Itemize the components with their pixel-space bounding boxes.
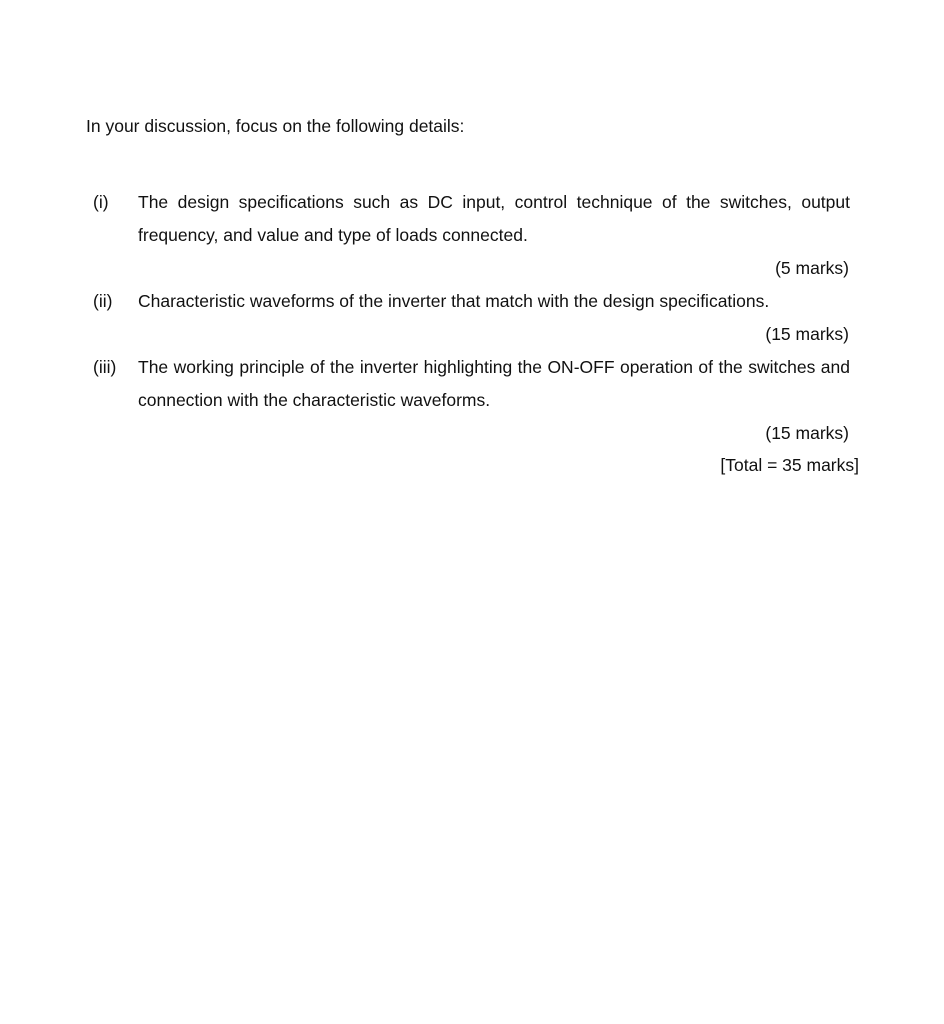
question-text: The working principle of the inverter highlighting the ON-OFF operation of the switches and connection with the characteristic waveforms. bbox=[138, 357, 850, 410]
intro-text: In your discussion, focus on the following details: bbox=[86, 116, 465, 136]
question-number: (iii) bbox=[93, 357, 117, 377]
question-text: The design specifications such as DC input, control technique of the switches, output frequency, and value and type of loads connected. bbox=[138, 192, 850, 245]
question-marks: (15 marks) bbox=[765, 324, 849, 344]
question-marks: (15 marks) bbox=[765, 423, 849, 443]
question-marks: (5 marks) bbox=[775, 258, 849, 278]
question-number: (i) bbox=[93, 192, 109, 212]
question-text: Characteristic waveforms of the inverter that match with the design specifications. bbox=[138, 291, 770, 311]
question-number: (ii) bbox=[93, 291, 113, 311]
total-marks: [Total = 35 marks] bbox=[720, 455, 859, 475]
